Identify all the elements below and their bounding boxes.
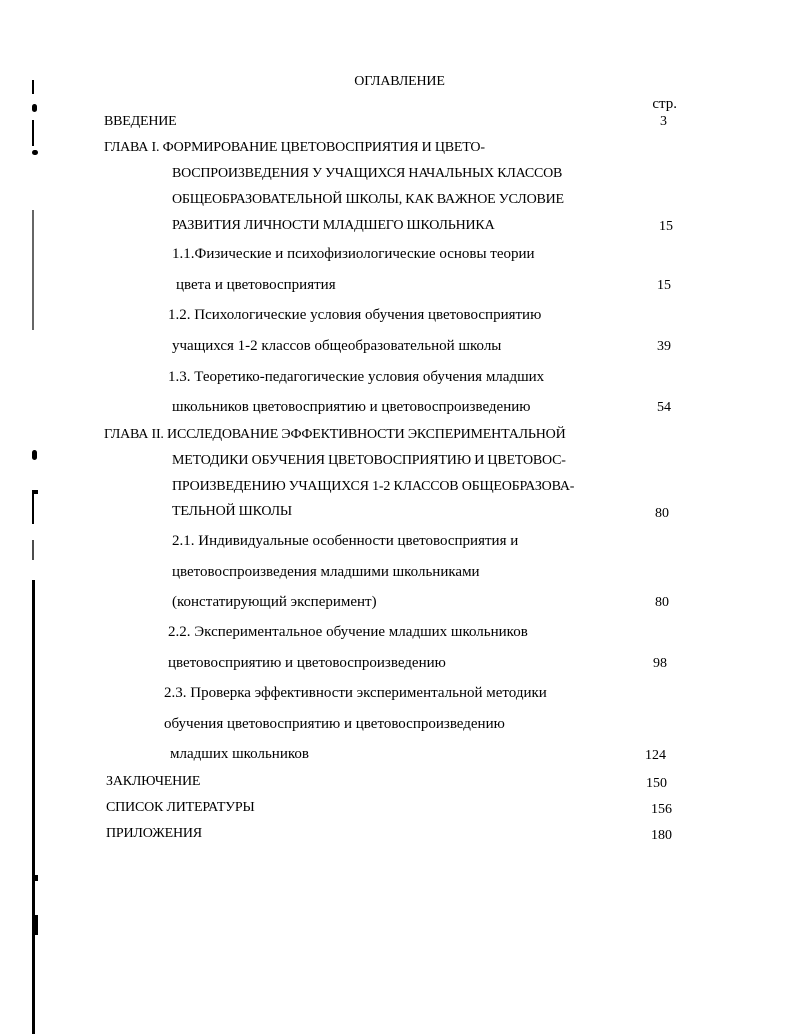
toc-section-1-3-line: школьников цветовосприятию и цветовоспроизведению — [172, 399, 531, 415]
toc-page-conclusion: 150 — [646, 776, 667, 791]
toc-chapter-2-line: ТЕЛЬНОЙ ШКОЛЫ — [172, 504, 292, 519]
toc-page-chapter-1: 15 — [659, 219, 673, 234]
toc-page-chapter-2: 80 — [655, 506, 669, 521]
scan-edge-mark — [32, 120, 34, 146]
page-column-header: стр. — [652, 96, 677, 112]
toc-section-1-1-line: цвета и цветовосприятия — [176, 277, 336, 293]
toc-chapter-2-line: МЕТОДИКИ ОБУЧЕНИЯ ЦВЕТОВОСПРИЯТИЮ И ЦВЕТОВОС- — [172, 453, 566, 468]
scan-edge-mark — [32, 104, 37, 112]
toc-page-section-2-3: 124 — [645, 748, 666, 763]
toc-section-1-2-line: 1.2. Психологические условия обучения цветовосприятию — [168, 307, 542, 323]
toc-section-1-3-line: 1.3. Теоретико-педагогические условия обучения младших — [168, 369, 545, 385]
toc-page-intro: 3 — [660, 114, 667, 129]
toc-section-2-3-line: 2.3. Проверка эффективности экспериментальной методики — [164, 685, 547, 701]
toc-section-2-2-line: цветовосприятию и цветовоспроизведению — [168, 655, 446, 671]
toc-section-1-2-line: учащихся 1-2 классов общеобразовательной школы — [172, 338, 502, 354]
toc-chapter-2-line: ПРОИЗВЕДЕНИЮ УЧАЩИХСЯ 1-2 КЛАССОВ ОБЩЕОБРАЗОВА- — [172, 479, 575, 494]
toc-page-section-1-3: 54 — [657, 400, 671, 415]
scan-edge-mark — [32, 210, 34, 330]
scan-edge-mark — [32, 150, 38, 155]
toc-section-2-3-line: обучения цветовосприятию и цветовоспроизведению — [164, 716, 505, 732]
scan-edge-mark — [32, 494, 34, 524]
toc-section-2-1-line: 2.1. Индивидуальные особенности цветовосприятия и — [172, 533, 519, 549]
toc-section-2-3-line: младших школьников — [170, 746, 309, 762]
toc-entry-intro: ВВЕДЕНИЕ — [104, 114, 177, 129]
toc-page-section-2-2: 98 — [653, 656, 667, 671]
scan-edge-mark — [32, 915, 38, 935]
toc-section-2-1-line: цветовоспроизведения младшими школьниками — [172, 564, 480, 580]
toc-section-2-1-line: (констатирующий эксперимент) — [172, 594, 377, 610]
toc-page-section-2-1: 80 — [655, 595, 669, 610]
toc-page-section-1-2: 39 — [657, 339, 671, 354]
toc-chapter-1-line: РАЗВИТИЯ ЛИЧНОСТИ МЛАДШЕГО ШКОЛЬНИКА — [172, 218, 495, 233]
scan-edge-mark — [32, 450, 37, 460]
toc-page-bibliography: 156 — [651, 802, 672, 817]
toc-section-1-1-line: 1.1.Физические и психофизиологические основы теории — [172, 246, 535, 262]
toc-entry-appendix: ПРИЛОЖЕНИЯ — [106, 826, 202, 841]
toc-page-appendix: 180 — [651, 828, 672, 843]
scan-edge-mark — [32, 540, 34, 560]
toc-chapter-1-line: ГЛАВА I. ФОРМИРОВАНИЕ ЦВЕТОВОСПРИЯТИЯ И ЦВЕТО- — [104, 140, 485, 155]
page-title: ОГЛАВЛЕНИЕ — [354, 74, 445, 89]
scan-edge-mark — [32, 580, 35, 1034]
toc-chapter-1-line: ВОСПРОИЗВЕДЕНИЯ У УЧАЩИХСЯ НАЧАЛЬНЫХ КЛАССОВ — [172, 166, 563, 181]
scan-edge-mark — [32, 875, 38, 881]
toc-entry-conclusion: ЗАКЛЮЧЕНИЕ — [106, 774, 201, 789]
toc-chapter-1-line: ОБЩЕОБРАЗОВАТЕЛЬНОЙ ШКОЛЫ, КАК ВАЖНОЕ УСЛОВИЕ — [172, 192, 564, 207]
toc-entry-bibliography: СПИСОК ЛИТЕРАТУРЫ — [106, 800, 255, 815]
toc-chapter-2-line: ГЛАВА II. ИССЛЕДОВАНИЕ ЭФФЕКТИВНОСТИ ЭКСПЕРИМЕНТАЛЬНОЙ — [104, 427, 566, 442]
toc-section-2-2-line: 2.2. Экспериментальное обучение младших школьников — [168, 624, 528, 640]
toc-page-section-1-1: 15 — [657, 278, 671, 293]
